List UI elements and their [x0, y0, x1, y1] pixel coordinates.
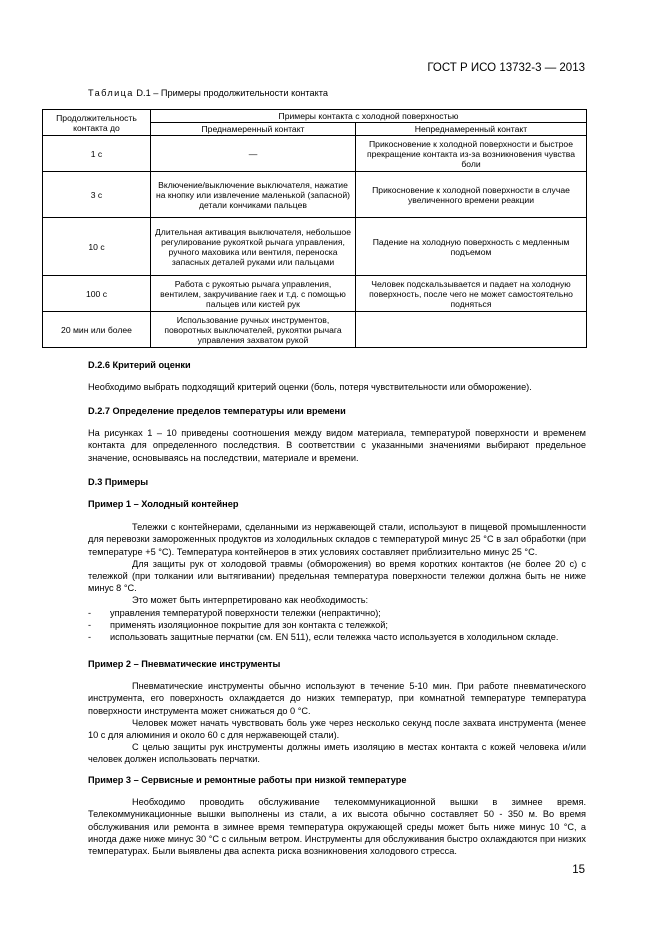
cell-unintentional: Человек подскальзывается и падает на холодную поверхность, после чего не может самостоятельно подняться: [356, 276, 587, 312]
header-intentional: Преднамеренный контакт: [151, 123, 356, 136]
cell-unintentional: [356, 312, 587, 348]
cell-intentional: Длительная активация выключателя, небольшое регулирование рукояткой рычага управления, ручного маховика или вентиля, переноска запасных деталей руками или пальцами: [151, 218, 356, 276]
section-d3: [88, 476, 586, 488]
cell-duration: 3 с: [43, 172, 151, 218]
contact-duration-table: [42, 109, 587, 348]
paragraph-ex2-3: С целью защиты рук инструменты должны иметь изоляцию в местах контакта с кожей человека и/или человек должен использовать перчатки.: [88, 742, 586, 765]
example-2: [88, 658, 586, 766]
cell-intentional: Включение/выключение выключателя, нажатие на кнопку или извлечение маленькой (запасной) детали кончиками пальцев: [151, 172, 356, 218]
table-row: [43, 136, 587, 172]
table-row: [43, 172, 587, 218]
list-item: - использовать защитные перчатки (см. EN 511), если тележка часто используется в холодильном складе.: [88, 632, 559, 643]
cell-duration: 100 с: [43, 276, 151, 312]
page-number: 15: [572, 864, 585, 876]
cell-intentional: Работа с рукоятью рычага управления, вентилем, закручивание гаек и т.д. с помощью пальцев или кистей рук: [151, 276, 356, 312]
header-contact-examples: Примеры контакта с холодной поверхностью: [151, 110, 587, 123]
cell-unintentional: Падение на холодную поверхность с медленным подъемом: [356, 218, 587, 276]
table-caption-text: D.1 – Примеры продолжительности контакта: [136, 88, 328, 98]
cell-duration: 1 с: [43, 136, 151, 172]
list-item: - управления температурой поверхности тележки (непрактично);: [88, 607, 381, 618]
paragraph-ex2-1: Пневматические инструменты обычно используют в течение 5-10 мин. При работе пневматического инструмента, его поверхность охлаждается до низких температур, при комнатной температуре температура поверхности инструмента может снижаться до 0 °С.: [88, 681, 586, 716]
paragraph-ex1-1: Тележки с контейнерами, сделанными из нержавеющей стали, используют в пищевой промышленности для перевозки замороженных продуктов из холодильных складов с температурой минус 25 °С в зал обработки (при температуре +5 °С). Температура контейнеров в этих условиях составляет приблизительно минус 25 °С.: [88, 522, 586, 557]
list-item: - применять изоляционное покрытие для зон контакта с тележкой;: [88, 619, 388, 630]
cell-duration: 20 мин или более: [43, 312, 151, 348]
section-d27: [88, 405, 586, 464]
cell-intentional: —: [151, 136, 356, 172]
cell-duration: 10 с: [43, 218, 151, 276]
heading-d27: D.2.7 Определение пределов температуры или времени: [88, 406, 346, 416]
heading-example-3: Пример 3 – Сервисные и ремонтные работы при низкой температуре: [88, 775, 407, 785]
heading-d26: D.2.6 Критерий оценки: [88, 360, 191, 370]
cell-unintentional: Прикосновение к холодной поверхности в случае увеличенного времени реакции: [356, 172, 587, 218]
section-d26: [88, 359, 586, 393]
paragraph-ex2-2: Человек может начать чувствовать боль уже через несколько секунд после захвата инструмента (менее 10 с для алюминия и около 60 с для нержавеющей стали).: [88, 717, 586, 741]
document-id: ГОСТ Р ИСО 13732-3 — 2013: [427, 62, 585, 74]
heading-example-1: Пример 1 – Холодный контейнер: [88, 499, 239, 509]
example-1: [88, 498, 586, 643]
paragraph-d27: На рисунках 1 – 10 приведены соотношения между видом материала, температурой поверхности и временем контакта для определенного последствия. В соответствии с указанными значениями выбирают предельное значение, основываясь на последствии, материале и времени.: [88, 428, 586, 463]
table-caption-word: Таблица: [88, 88, 134, 98]
cell-unintentional: Прикосновение к холодной поверхности и быстрое прекращение контакта из-за возникновения чувства боли: [356, 136, 587, 172]
table-row: [43, 218, 587, 276]
heading-d3: D.3 Примеры: [88, 477, 149, 487]
header-unintentional: Непреднамеренный контакт: [356, 123, 587, 136]
table-row: [43, 312, 587, 348]
paragraph-d26: Необходимо выбрать подходящий критерий оценки (боль, потеря чувствительности или обморожение).: [88, 382, 532, 393]
heading-example-2: Пример 2 – Пневматические инструменты: [88, 659, 281, 669]
paragraph-ex1-3: Это может быть интерпретировано как необходимость:: [132, 595, 369, 606]
paragraph-ex3-1: Необходимо проводить обслуживание телекоммуникационной вышки в зимнее время. Телекоммуникационные вышки выполнены из стали, а их высота обычно составляет 50 - 350 м. Во время обслуживания или ремонта в зимнее время температура окружающей среды может быть ниже минус 10 °С, а иногда даже ниже минус 30 °С с сильным ветром. Инструменты для обслуживания быстро охлаждаются при низких температурах. Были выявлены два аспекта риска возникновения холодового стресса.: [88, 797, 586, 857]
table-caption: [88, 88, 328, 98]
example-3: [88, 774, 586, 857]
table-row: [43, 276, 587, 312]
header-duration: Продолжительность контакта до: [43, 110, 151, 136]
cell-intentional: Использование ручных инструментов, поворотных выключателей, рукоятки рычага управления захватом рукой: [151, 312, 356, 348]
paragraph-ex1-2: Для защиты рук от холодовой травмы (обморожения) во время коротких контактов (не более 20 с) с тележкой (при толкании или вытягивании) предельная температура поверхности тележки должна быть не ниже минус 8 °С.: [88, 558, 586, 594]
